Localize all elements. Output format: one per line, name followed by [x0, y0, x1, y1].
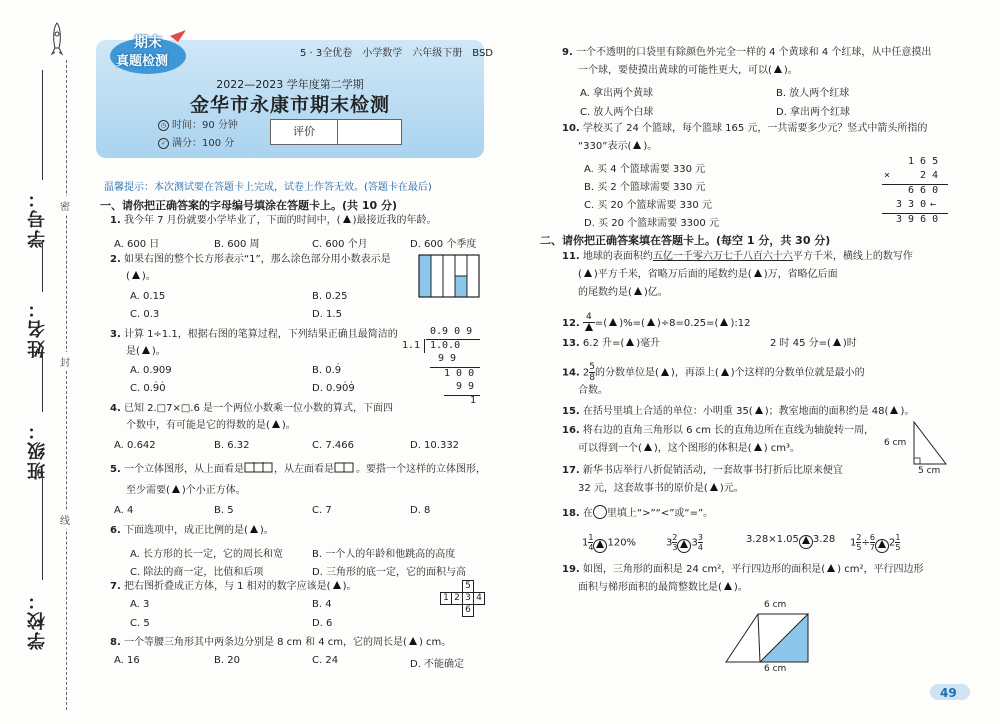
question-3: 3. 计算 1÷1.1，根据右图的笔算过程，下列结果正确且最简洁的: [110, 329, 398, 340]
answer-triangle-icon[interactable]: [172, 485, 180, 493]
exam-score: ✓ 满分：100 分: [158, 134, 234, 149]
answer-triangle-icon[interactable]: [634, 287, 642, 295]
answer-triangle-icon[interactable]: [724, 582, 732, 590]
question-10-line2: “330”表示( )。: [578, 141, 658, 152]
page-title: 金华市永康市期末检测: [189, 94, 390, 116]
notice-text: 温馨提示：本次测试要在答题卡上完成，试卷上作答无效。(答题卡在最后): [104, 182, 432, 193]
top-view-figure: [244, 462, 274, 474]
q16-right-triangle-figure: 6 cm 5 cm: [884, 418, 964, 478]
mixed-fraction: $\frac{5}{8}$: [589, 362, 596, 383]
q1-option-b: B. 600 周: [214, 239, 260, 250]
question-11: 11. 地球的表面积约五亿一千零六万七千八百六十六平方千米，横线上的数写作: [562, 251, 913, 262]
answer-triangle-icon[interactable]: [272, 420, 280, 428]
question-4-line2: 个数中，有可能是它的得数的是( )。: [126, 420, 296, 431]
question-13-part2: 2 时 45 分=( )时: [770, 338, 857, 349]
question-5: 5. 一个立体图形，从上面看是 ，从左面看是 。要搭一个这样的立体图形，: [110, 462, 486, 477]
section-1-title: 一、请你把正确答案的字母编号填涂在答题卡上。(共 10 分): [100, 199, 398, 212]
q2-option-c: C. 0.3: [130, 309, 160, 320]
school-year: 2022—2023 学年度第二学期: [216, 78, 364, 91]
answer-triangle-icon[interactable]: [774, 65, 782, 73]
evaluation-label: 评价: [271, 120, 338, 144]
name-line[interactable]: [42, 240, 43, 292]
question-6: 6. 下面选项中，成正比例的是( )。: [110, 525, 274, 536]
seal-char-feng: 封: [60, 352, 70, 371]
q12-denominator: [583, 323, 595, 334]
answer-triangle-icon[interactable]: [680, 540, 688, 548]
q1-option-c: C. 600 个月: [312, 239, 368, 250]
question-2-line2: ( )。: [126, 271, 156, 282]
answer-triangle-icon[interactable]: [647, 318, 655, 326]
answer-triangle-icon[interactable]: [409, 637, 417, 645]
compare-circle[interactable]: [799, 535, 813, 549]
answer-triangle-icon[interactable]: [890, 406, 898, 414]
q6-option-a: A. 长方形的长一定，它的周长和宽: [130, 549, 284, 560]
q7-option-b: B. 4: [312, 599, 332, 610]
compare-circle[interactable]: [875, 539, 889, 553]
q5-option-a: A. 4: [114, 505, 134, 516]
page-number: 49: [940, 686, 957, 700]
exam-badge: [108, 28, 188, 78]
question-4: 4. 已知 2.□7×□.6 是一个两位小数乘一位小数的算式，下面四: [110, 403, 394, 414]
class-label: 班级：: [27, 420, 48, 480]
question-18: 18. 在 里填上“>”“<”或“=”。: [562, 505, 713, 521]
question-16-line2: 可以得到一个( )，这个图形的体积是( ) cm³。: [578, 443, 801, 454]
clock-icon: ◷: [158, 120, 169, 131]
compare-circle[interactable]: [593, 539, 607, 553]
series-label: 5 · 3全优卷 小学数学 六年级下册 BSD: [300, 48, 493, 59]
check-icon: ✓: [158, 138, 169, 149]
student-name-label: 姓名：: [27, 298, 48, 358]
answer-triangle-icon[interactable]: [333, 581, 341, 589]
question-1: 1. 我今年 7 月份就要小学毕业了，下面的时间中，( )最接近我的年龄。: [110, 215, 437, 226]
q8-option-d: D. 不能确定: [410, 659, 465, 670]
exam-time: ◷ 时间：90 分钟: [158, 116, 238, 131]
q2-option-a: A. 0.15: [130, 291, 166, 302]
q5-option-c: C. 7: [312, 505, 332, 516]
answer-triangle-icon[interactable]: [661, 368, 669, 376]
q7-option-c: C. 5: [130, 618, 150, 629]
evaluation-box[interactable]: [270, 119, 402, 145]
answer-triangle-icon[interactable]: [633, 141, 641, 149]
answer-triangle-icon[interactable]: [827, 564, 835, 572]
q18-expression-4: 1 $\frac{2}{5}$ ÷ $\frac{6}{7}$ 2 $\frac{1}{5}$: [850, 533, 901, 552]
seal-dashed-line: [66, 60, 67, 710]
badge-line2: 真题检测: [116, 54, 169, 69]
number-line[interactable]: [42, 70, 43, 180]
q4-option-c: C. 7.466: [312, 440, 354, 451]
question-16: 16. 将右边的直角三角形以 6 cm 长的直角边所在直线为轴旋转一周，: [562, 425, 875, 436]
answer-triangle-icon[interactable]: [585, 323, 593, 331]
question-9: 9. 一个不透明的口袋里有除颜色外完全一样的 4 个黄球和 4 个红球，从中任意摸出: [562, 47, 932, 58]
left-view-figure: [334, 462, 356, 474]
q8-option-c: C. 24: [312, 655, 339, 666]
question-19: 19. 如图，三角形的面积是 24 cm²，平行四边形的面积是( ) cm²，平行四边形: [562, 564, 924, 575]
q9-option-d: D. 拿出两个红球: [776, 107, 851, 118]
answer-triangle-icon[interactable]: [754, 269, 762, 277]
q18-expression-3: 3.28×1.05 3.28: [746, 533, 835, 549]
q5-option-d: D. 8: [410, 505, 431, 516]
q10-option-a: A. 买 4 个篮球需要 330 元: [584, 164, 706, 175]
answer-triangle-icon[interactable]: [710, 483, 718, 491]
q6-option-b: B. 一个人的年龄和他跳高的高度: [312, 549, 456, 560]
q4-option-d: D. 10.332: [410, 440, 460, 451]
class-line[interactable]: [42, 350, 43, 412]
answer-triangle-icon[interactable]: [721, 368, 729, 376]
trapezoid-shape: [722, 610, 822, 670]
question-19-line2: 面积与梯形面积的最简整数比是( )。: [578, 582, 748, 593]
q18-expression-1: 1 $\frac{1}{4}$ 120%: [582, 533, 637, 552]
seal-char-mi: 密: [60, 196, 70, 215]
answer-triangle-icon[interactable]: [754, 443, 762, 451]
q10-option-d: D. 买 20 个篮球需要 3300 元: [584, 218, 719, 229]
arrow-left-icon: ←: [930, 199, 937, 210]
q6-option-d: D. 三角形的底一定，它的面积与高: [312, 567, 467, 578]
q18-expression-2: 3 $\frac{2}{3}$ 3 $\frac{3}{4}$: [666, 533, 703, 552]
question-14-line2: 合数。: [578, 385, 608, 396]
empty-circle-icon: [593, 505, 607, 519]
answer-triangle-icon[interactable]: [250, 525, 258, 533]
compare-circle[interactable]: [677, 539, 691, 553]
question-17-line2: 32 元，这套故事书的原价是( )元。: [578, 483, 744, 494]
question-5-line2: 至少需要( )个小正方体。: [126, 485, 246, 496]
answer-triangle-icon[interactable]: [833, 338, 841, 346]
answer-triangle-icon[interactable]: [626, 338, 634, 346]
question-7: 7. 把右图折叠成正方体，与 1 相对的数字应该是( )。: [110, 581, 357, 592]
answer-triangle-icon[interactable]: [644, 443, 652, 451]
q5-option-b: B. 5: [214, 505, 234, 516]
answer-triangle-icon[interactable]: [584, 269, 592, 277]
question-11-line3: 的尾数约是( )亿。: [578, 287, 668, 298]
q3-option-d: D. 0.90̇9̇: [312, 383, 355, 394]
q10-option-b: B. 买 2 个篮球需要 330 元: [584, 182, 706, 193]
fraction: 4: [583, 312, 595, 334]
q6-option-c: C. 除法的商一定，比值和后项: [130, 567, 264, 578]
q10-vertical-multiplication: 1 6 5 × 2 4 6 6 0 3 3 0 ← 3 9 6 0: [880, 156, 950, 228]
rocket-icon: [50, 22, 64, 58]
binding-margin: [0, 0, 96, 724]
student-number-label: 学号：: [27, 188, 48, 248]
q3-option-b: B. 0.9̇: [312, 365, 342, 376]
question-2: 2. 如果右图的整个长方形表示“1”，那么涂色部分用小数表示是: [110, 254, 391, 265]
question-9-line2: 一个球，要使摸出黄球的可能性更大，可以( )。: [578, 65, 798, 76]
answer-triangle-icon[interactable]: [720, 318, 728, 326]
question-3-line2: 是( )。: [126, 346, 166, 357]
q9-option-b: B. 放人两个红球: [776, 88, 850, 99]
q3-option-c: C. 0.9̇0̇: [130, 383, 166, 394]
q2-option-b: B. 0.25: [312, 291, 348, 302]
q7-option-a: A. 3: [130, 599, 150, 610]
question-12: 12. 4 =( )%=( )÷8=0.25=( ):12: [562, 312, 750, 334]
answer-triangle-icon[interactable]: [802, 536, 810, 544]
q9-option-c: C. 放人两个白球: [580, 107, 654, 118]
q2-option-d: D. 1.5: [312, 309, 342, 320]
q4-option-a: A. 0.642: [114, 440, 156, 451]
answer-triangle-icon[interactable]: [755, 406, 763, 414]
seal-char-xian: 线: [60, 510, 70, 529]
badge-line1: 期末: [134, 35, 162, 51]
q1-option-a: A. 600 日: [114, 239, 160, 250]
question-14: 14. 2 $\frac{5}{8}$ 的分数单位是( )，再添上( )个这样的分数单位就是最小的: [562, 362, 865, 383]
school-line[interactable]: [42, 472, 43, 580]
school-label: 学校：: [27, 590, 48, 650]
q7-cube-net: 1 2 3 4 5 6: [440, 580, 484, 618]
q1-option-d: D. 600 个季度: [410, 239, 477, 250]
answer-triangle-icon[interactable]: [609, 318, 617, 326]
question-15: 15. 在括号里填上合适的单位：小明重 35( )；教室地面的面积约是 48( )。: [562, 406, 915, 417]
answer-triangle-icon[interactable]: [343, 215, 351, 223]
question-11-line2: ( )平方千米，省略万后面的尾数约是( )万，省略亿后面: [578, 269, 838, 280]
q2-rectangle-figure: [418, 254, 480, 298]
question-10: 10. 学校买了 24 个篮球，每个篮球 165 元，一共需要多少元？竖式中箭头所指的: [562, 123, 928, 134]
q8-option-a: A. 16: [114, 655, 140, 666]
q19-trapezoid-figure: 6 cm 6 cm: [722, 600, 822, 678]
question-17: 17. 新华书店举行八折促销活动，一套故事书打折后比原来便宜: [562, 465, 843, 476]
section-2-title: 二、请你把正确答案填在答题卡上。(每空 1 分，共 30 分): [540, 234, 831, 247]
answer-triangle-icon[interactable]: [142, 346, 150, 354]
q3-long-division: 0.9 0 9 1.1 1.0.0 9 9 1 0 0 9 9 1: [402, 326, 484, 398]
q8-option-b: B. 20: [214, 655, 240, 666]
q7-option-d: D. 6: [312, 618, 333, 629]
q10-option-c: C. 买 20 个篮球需要 330 元: [584, 200, 712, 211]
q4-option-b: B. 6.32: [214, 440, 250, 451]
answer-triangle-icon[interactable]: [596, 540, 604, 548]
question-13: 13. 6.2 升=( )毫升: [562, 338, 661, 349]
answer-triangle-icon[interactable]: [878, 540, 886, 548]
question-8: 8. 一个等腰三角形其中两条边分别是 8 cm 和 4 cm，它的周长是( ) cm。: [110, 637, 452, 648]
answer-triangle-icon[interactable]: [132, 271, 140, 279]
q3-option-a: A. 0.909: [130, 365, 172, 376]
q9-option-a: A. 拿出两个黄球: [580, 88, 654, 99]
